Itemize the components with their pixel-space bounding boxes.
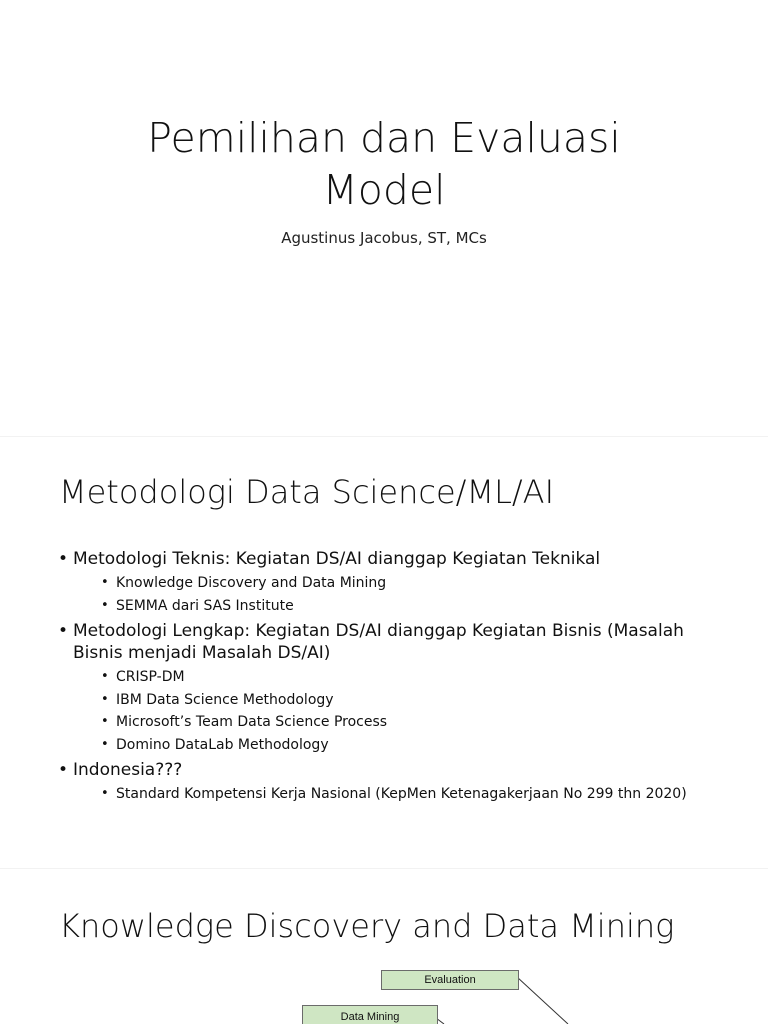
sub-bullet-list <box>73 783 708 806</box>
data-mining-step-box: Data Mining <box>302 1005 438 1024</box>
title-line-1: Pemilihan dan Evaluasi <box>147 114 621 162</box>
bullet-item <box>58 548 708 617</box>
evaluation-step-box: Evaluation <box>381 970 519 990</box>
slide-divider <box>0 868 768 869</box>
sub-bullet-item: • IBM Data Science Methodology <box>88 689 708 712</box>
bullet-label: Metodologi Lengkap: Kegiatan DS/AI dianggap Kegiatan Bisnis (Masalah Bisnis menjadi Masalah DS/AI) <box>73 621 684 663</box>
bullet-list <box>58 548 708 809</box>
bullet-label: Indonesia??? <box>73 760 183 780</box>
bullet-label: Metodologi Teknis: Kegiatan DS/AI dianggap Kegiatan Teknikal <box>73 549 601 569</box>
bullet-item <box>58 620 708 756</box>
sub-bullet-item: • Standard Kompetensi Kerja Nasional (KepMen Ketenagakerjaan No 299 thn 2020) <box>88 783 708 806</box>
sub-bullet-item: • Domino DataLab Methodology <box>88 734 708 757</box>
bullet-item <box>58 759 708 806</box>
slide-heading: Metodologi Data Science/ML/AI <box>59 473 554 511</box>
sub-bullet-item: • CRISP-DM <box>88 666 708 689</box>
slide-heading: Knowledge Discovery and Data Mining <box>59 907 675 945</box>
diagram-connectors <box>0 872 768 1024</box>
kdd-slide <box>0 872 768 1024</box>
sub-bullet-list <box>73 666 708 756</box>
title-line-2: Model <box>322 166 446 214</box>
author-subtitle: Agustinus Jacobus, ST, MCs <box>281 229 487 247</box>
presentation-title <box>0 112 768 216</box>
connector-line <box>517 977 568 1024</box>
sub-bullet-list <box>73 572 708 617</box>
methodology-slide <box>0 440 768 864</box>
sub-bullet-item: • Knowledge Discovery and Data Mining <box>88 572 708 595</box>
sub-bullet-item: • SEMMA dari SAS Institute <box>88 595 708 618</box>
sub-bullet-item: • Microsoft’s Team Data Science Process <box>88 711 708 734</box>
title-slide <box>0 0 768 432</box>
slide-divider <box>0 436 768 437</box>
